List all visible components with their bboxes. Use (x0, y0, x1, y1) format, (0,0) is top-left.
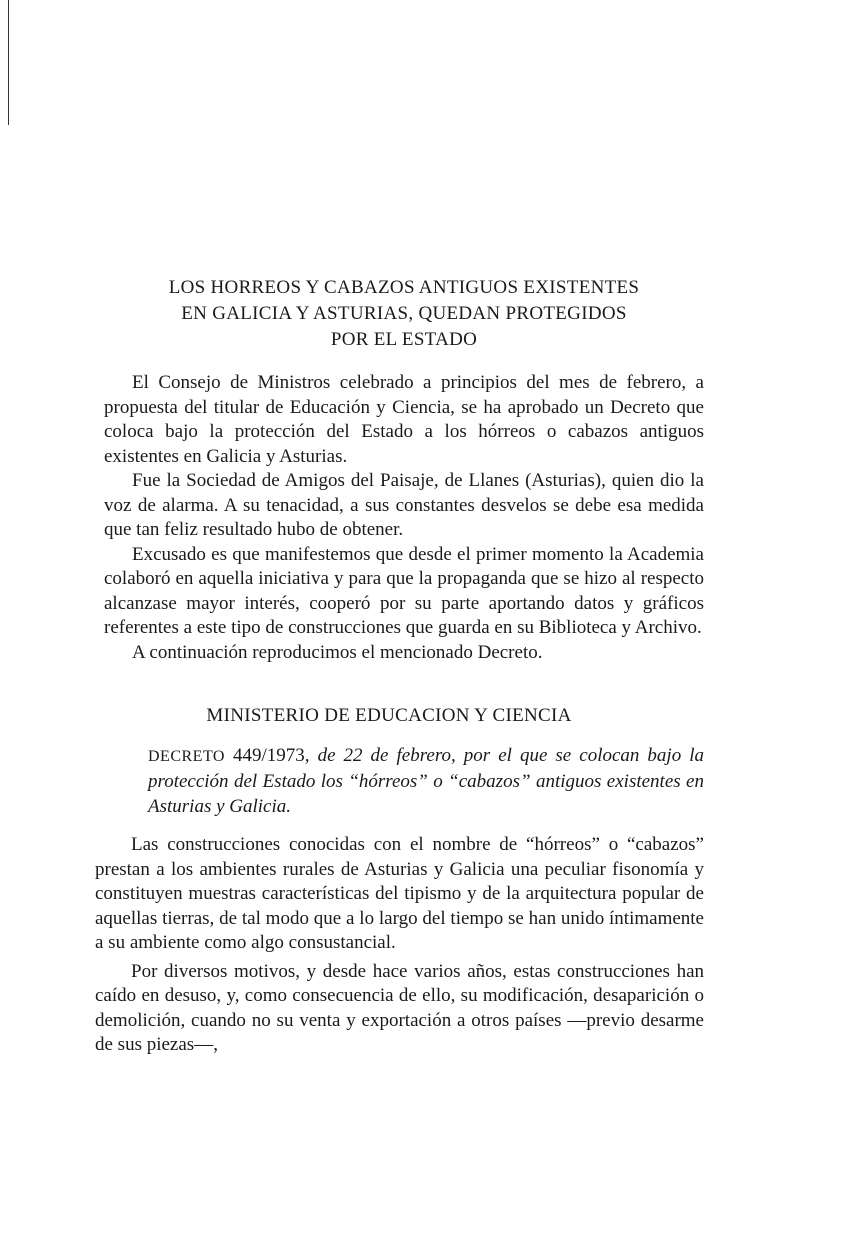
scan-edge-line (8, 0, 9, 125)
decree-label: DECRETO (148, 748, 225, 765)
article-title-line-3: POR EL ESTADO (330, 329, 478, 350)
decree-reference (148, 743, 704, 819)
decree-summary: de 22 de febrero, por el que se colocan bajo la protección del Estado los “hórreos” o “cabazos” antiguos existentes en Asturias y Galicia. (148, 745, 705, 817)
decree-paragraph-2: Por diversos motivos, y desde hace varios años, estas construcciones han caído en desuso, y, como consecuencia de ello, su modificación, desaparición o demolición, cuando no su venta y exportación a otros países —previo desarme de sus piezas—, (95, 960, 704, 1055)
article-title-line-2: EN GALICIA Y ASTURIAS, QUEDAN PROTEGIDOS (181, 303, 627, 324)
decree-number: 449/1973, (233, 745, 310, 766)
decree-paragraph-1: Las construcciones conocidas con el nombre de “hórreos” o “cabazos” prestan a los ambientes rurales de Asturias y Galicia una peculiar fisonomía y constituyen muestras características del tipismo y de la arquitectura popular de aquellas tierras, de tal modo que a lo largo del tiempo se han unido íntimamente a su ambiente como algo consustancial. (95, 834, 704, 953)
article-title-line-1: LOS HORREOS Y CABAZOS ANTIGUOS EXISTENTES (168, 277, 640, 298)
intro-paragraph-1: El Consejo de Ministros celebrado a principios del mes de febrero, a propuesta del titular de Educación y Ciencia, se ha aprobado un Decreto que coloca bajo la protección del Estado a los hórreos o cabazos antiguos existentes en Galicia y Asturias. (104, 372, 704, 467)
intro-paragraph-2: Fue la Sociedad de Amigos del Paisaje, de Llanes (Asturias), quien dio la voz de alarma. A su tenacidad, a sus constantes desvelos se debe esa medida que tan feliz resultado hubo de obtener. (104, 470, 704, 540)
intro-paragraph-3: Excusado es que manifestemos que desde el primer momento la Academia colaboró en aquella iniciativa y para que la propaganda que se hizo al respecto alcanzase mayor interés, cooperó por su parte aportando datos y gráficos referentes a este tipo de construcciones que guarda en su Biblioteca y Archivo. (104, 543, 704, 638)
article-body (104, 371, 704, 665)
decree-body (95, 833, 704, 1058)
intro-paragraph-4: A continuación reproducimos el mencionado Decreto. (132, 641, 543, 663)
article-title (104, 275, 704, 353)
ministry-heading: MINISTERIO DE EDUCACION Y CIENCIA (206, 705, 572, 726)
document-page (95, 275, 705, 1062)
